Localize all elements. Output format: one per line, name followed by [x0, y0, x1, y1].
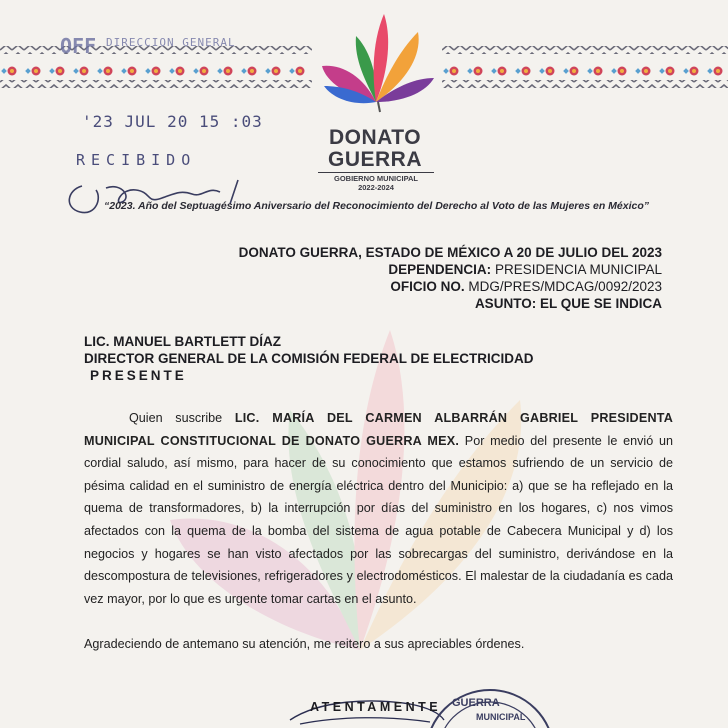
brand-name-line2: GUERRA — [327, 148, 422, 171]
brand-name-line1: DONATO — [328, 126, 422, 149]
dependencia-line — [239, 261, 662, 278]
letter-meta — [239, 244, 662, 312]
embroidery-band-right — [442, 44, 728, 90]
letter-body — [84, 407, 673, 610]
received-label: RECIBIDO — [76, 151, 197, 169]
municipal-seal-icon — [410, 684, 570, 728]
body-content: Por medio del presente le envió un cordial saludo, así mismo, para hacer de su conocimiento que estamos sufriendo de un servicio de pésima calidad en el suministro de energía eléctrica dentro del Municipio: a) que se ha reflejado en la quema de transformadores, b) la interrupción por días del suministro en los hogares, c) nos vimos afectados con la quema de la bomba del sistema de agua potable de Cabecera Municipal y d) los negocios y hogares se han visto afectados por las sobrecargas del suministro, derivándose en la descompostura de televisiones, refrigeradores y electrodomésticos. El malestar de la ciudadanía es cada vez mayor, por lo que es urgente tomar cartas en el asunto. — [84, 433, 674, 606]
recipient-block — [84, 333, 534, 384]
brand-subtitle: GOBIERNO MUNICIPAL — [318, 172, 434, 183]
dependencia-label: DEPENDENCIA: — [388, 262, 492, 277]
svg-text:MUNICIPAL: MUNICIPAL — [476, 712, 526, 722]
asunto-line — [239, 295, 662, 312]
received-date: '23 JUL 20 15 :03 — [82, 112, 263, 131]
signer-name: LIC. MARÍA DEL CARMEN ALBARRÁN GABRIEL PRESIDENTA MUNICIPAL CONSTITUCIONAL DE DONATO GUERRA MEX. — [84, 411, 673, 448]
asunto-value: EL QUE SE INDICA — [539, 296, 662, 311]
asunto-label: ASUNTO: — [474, 296, 537, 311]
oficio-label: OFICIO NO. — [390, 279, 465, 294]
stamp-abbreviation: OFF — [60, 34, 97, 58]
svg-text:GUERRA: GUERRA — [452, 697, 500, 709]
oficio-line — [239, 278, 662, 295]
body-intro: Quien suscribe — [129, 411, 235, 425]
recipient-position: DIRECTOR GENERAL DE LA COMISIÓN FEDERAL DE ELECTRICIDAD — [84, 351, 534, 366]
recipient-name: LIC. MANUEL BARTLETT DÍAZ — [84, 334, 281, 349]
place-and-date: DONATO GUERRA, ESTADO DE MÉXICO A 20 DE JULIO DEL 2023 — [238, 245, 662, 260]
oficio-value: MDG/PRES/MDCAG/0092/2023 — [468, 279, 662, 294]
stamp-organization: DIRECCION GENERAL — [106, 36, 236, 49]
year-motto: “2023. Año del Septuagésimo Aniversario del Reconocimiento del Derecho al Voto de las Mujeres en México” — [104, 200, 649, 212]
dependencia-value: PRESIDENCIA MUNICIPAL — [494, 262, 662, 277]
body-paragraph — [84, 407, 673, 610]
atentamente-label: ATENTAMENTE — [310, 700, 442, 714]
closing-line: Agradeciendo de antemano su atención, me reitero a sus apreciables órdenes. — [84, 637, 525, 651]
presente-label: PRESENTE — [90, 368, 187, 383]
reception-stamp — [58, 34, 238, 76]
butterfly-logo-icon — [318, 2, 438, 114]
brand-years: 2022-2024 — [358, 183, 394, 192]
